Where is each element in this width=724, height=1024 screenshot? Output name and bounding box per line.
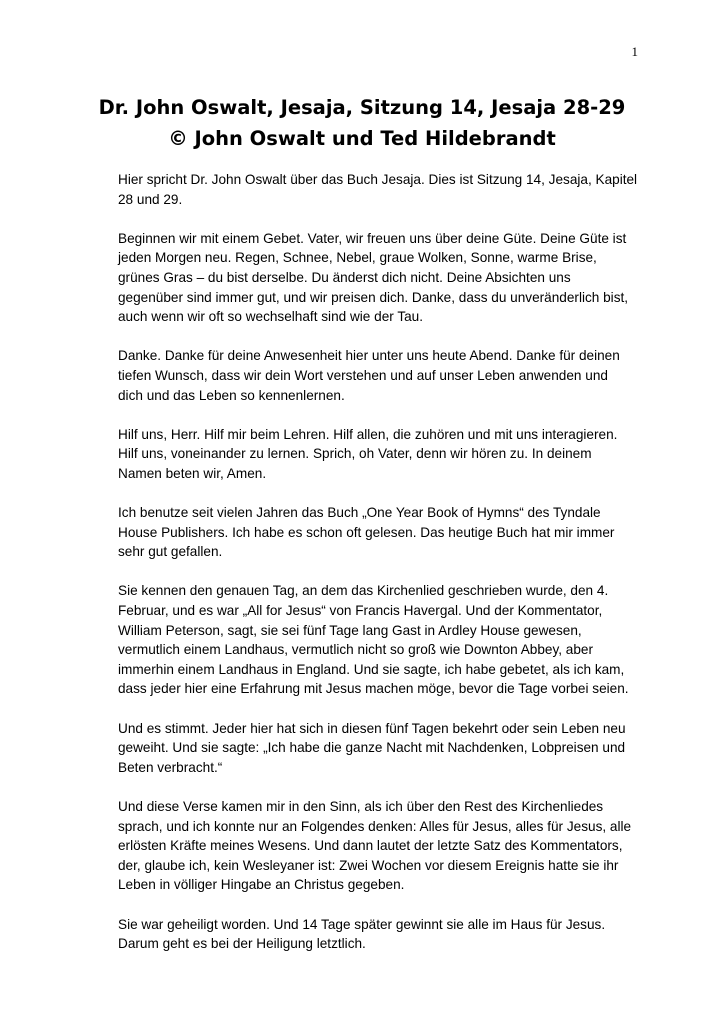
- text-line: House Publishers. Ich habe es schon oft gelesen. Das heutige Buch hat mir immer: [118, 524, 615, 540]
- text-line: Ich benutze seit vielen Jahren das Buch „One Year Book of Hymns“ des Tyndale: [118, 505, 601, 521]
- text-line: Hilf uns, Herr. Hilf mir beim Lehren. Hilf allen, die zuhören und mit uns interagieren.: [118, 426, 618, 442]
- text-line: der, glaube ich, kein Wesleyaner ist: Zwei Wochen vor diesem Ereignis hatte sie ihr: [118, 857, 619, 873]
- paragraph: [118, 170, 638, 209]
- text-line: Februar, und es war „All for Jesus“ von Francis Havergal. Und der Kommentator,: [118, 603, 603, 619]
- text-line: William Peterson, sagt, sie sei fünf Tage lang Gast in Ardley House gewesen,: [118, 622, 582, 638]
- text-line: Leben in völliger Hingabe an Christus gegeben.: [118, 877, 405, 893]
- paragraph: [118, 229, 629, 327]
- text-line: grünes Gras – du bist derselbe. Du änderst dich nicht. Deine Absichten uns: [118, 269, 571, 285]
- text-line: Namen beten wir, Amen.: [118, 465, 267, 481]
- paragraph: [118, 503, 618, 562]
- text-line: vermutlich einem Landhaus, vermutlich nicht so groß wie Downton Abbey, aber: [118, 642, 594, 658]
- text-line: dass jeder hier eine Erfahrung mit Jesus machen möge, bevor die Tage vorbei seien.: [118, 681, 629, 697]
- text-line: tiefen Wunsch, dass wir dein Wort verstehen und auf unser Leben anwenden und: [118, 367, 608, 383]
- text-line: erlösten Kräfte meines Wesens. Und dann lautet der letzte Satz des Kommentators,: [118, 838, 623, 854]
- paragraph: [118, 719, 626, 778]
- text-line: jeden Morgen neu. Regen, Schnee, Nebel, graue Wolken, Sonne, warme Brise,: [118, 250, 597, 266]
- text-line: gegenüber sind immer gut, und wir preisen dich. Danke, dass du unveränderlich bist,: [118, 289, 629, 305]
- text-line: Darum geht es bei der Heiligung letztlich.: [118, 936, 366, 952]
- text-line: 28 und 29.: [118, 191, 183, 207]
- paragraph: [118, 797, 632, 895]
- text-line: Und diese Verse kamen mir in den Sinn, als ich über den Rest des Kirchenliedes: [118, 799, 604, 814]
- paragraph: [118, 915, 618, 954]
- text-line: Hier spricht Dr. John Oswalt über das Buch Jesaja. Dies ist Sitzung 14, Jesaja, Kapitel: [118, 172, 638, 187]
- copyright-line: © John Oswalt und Ted Hildebrandt: [168, 127, 556, 150]
- text-line: sehr gut gefallen.: [118, 544, 223, 560]
- text-line: Sie war geheiligt worden. Und 14 Tage später gewinnt sie alle im Haus für Jesus.: [118, 916, 606, 932]
- paragraph: [118, 581, 629, 699]
- text-line: Beten verbracht.“: [118, 759, 223, 775]
- text-line: Hilf uns, voneinander zu lernen. Sprich, oh Vater, denn wir hören zu. In deinem: [118, 446, 592, 462]
- page-number: 1: [631, 44, 638, 59]
- text-line: dich und das Leben so kennenlernen.: [118, 387, 345, 403]
- text-line: sprach, und ich konnte nur an Folgendes denken: Alles für Jesus, alles für Jesus, alle: [118, 818, 632, 834]
- document-title: [60, 92, 664, 154]
- text-line: Und es stimmt. Jeder hier hat sich in diesen fünf Tagen bekehrt oder sein Leben neu: [118, 720, 626, 736]
- text-line: auch wenn wir oft so wechselhaft sind wie der Tau.: [118, 309, 424, 325]
- paragraph: [118, 346, 618, 405]
- text-line: Beginnen wir mit einem Gebet. Vater, wir freuen uns über deine Güte. Deine Güte ist: [118, 230, 627, 246]
- text-line: immerhin einem Landhaus in England. Und sie sagte, ich habe gebetet, als ich kam,: [118, 661, 625, 677]
- text-line: Sie kennen den genauen Tag, an dem das Kirchenlied geschrieben wurde, den 4.: [118, 583, 609, 599]
- text-line: geweiht. Und sie sagte: „Ich habe die ganze Nacht mit Nachdenken, Lobpreisen und: [118, 740, 626, 756]
- title-line: Dr. John Oswalt, Jesaja, Sitzung 14, Jesaja 28-29: [98, 96, 626, 119]
- document-body: [118, 170, 638, 973]
- text-line: Danke. Danke für deine Anwesenheit hier unter uns heute Abend. Danke für deinen: [118, 348, 620, 364]
- paragraph: [118, 425, 618, 484]
